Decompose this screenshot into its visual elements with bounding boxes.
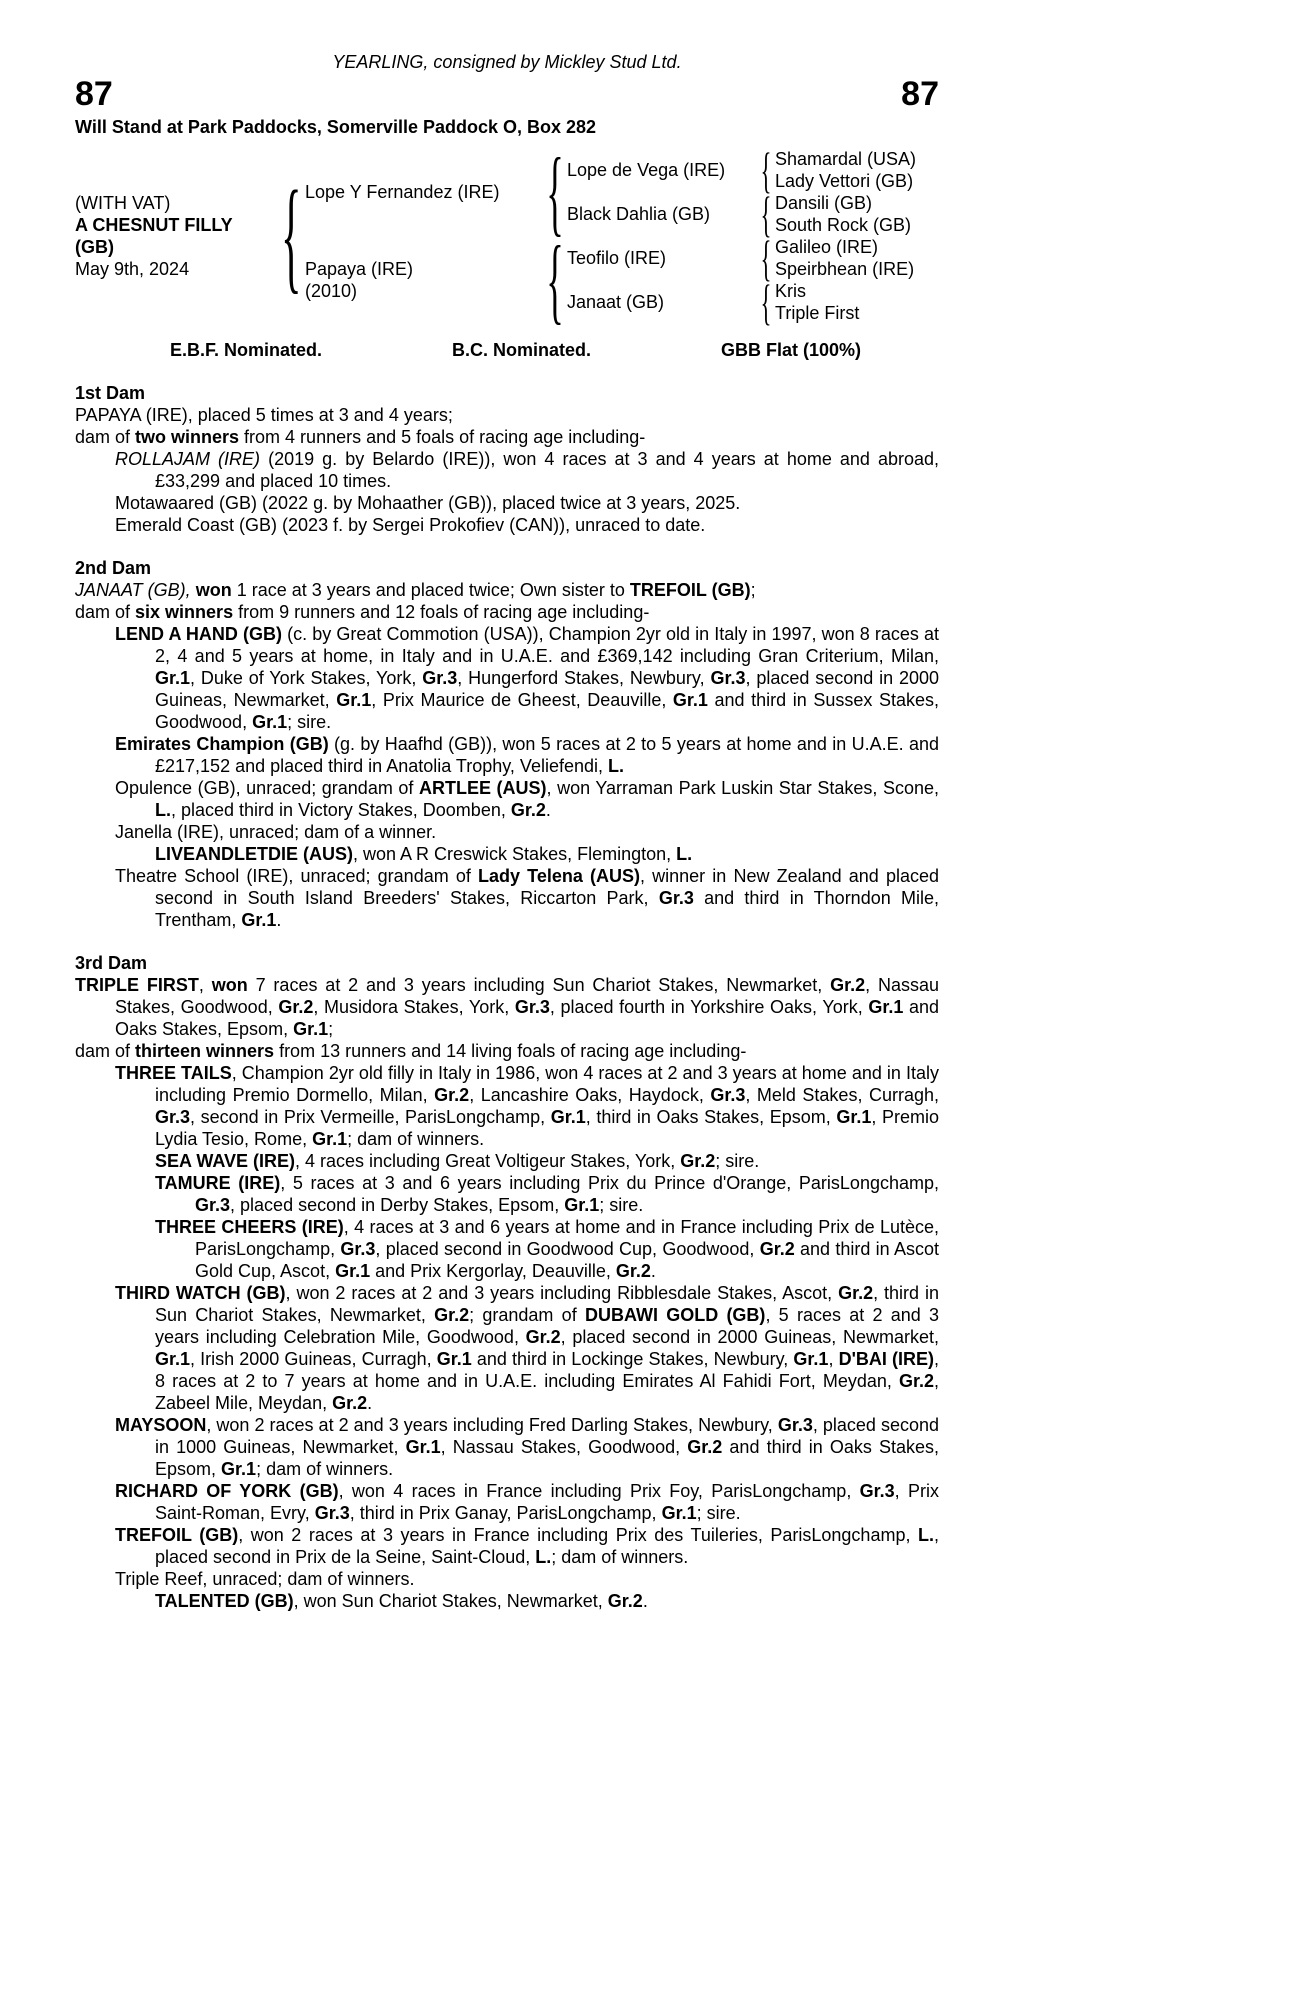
text-segment: L. <box>918 1525 934 1545</box>
text-segment: , Nassau Stakes, Goodwood, <box>115 975 939 1017</box>
section-heading: 2nd Dam <box>75 558 152 578</box>
text-segment: , Lancashire Oaks, Haydock, <box>469 1085 711 1105</box>
text-segment: ARTLEE (AUS) <box>418 778 547 798</box>
text-segment: Gr.2 <box>759 1239 795 1259</box>
ancestor-name: Dansili (GB) <box>775 193 873 213</box>
text-segment: , placed second in 2000 Guineas, Newmarket, <box>155 668 939 710</box>
text-segment: Gr.1 <box>836 1107 872 1127</box>
text-segment: Gr.1 <box>868 997 904 1017</box>
text-segment: Gr.1 <box>293 1019 329 1039</box>
brace-icon <box>277 166 305 306</box>
text-segment: thirteen winners <box>135 1041 275 1061</box>
text-segment: , Irish 2000 Guineas, Curragh, <box>190 1349 437 1369</box>
sire-parents <box>567 141 939 242</box>
text-segment: , placed fourth in Yorkshire Oaks, York, <box>549 997 869 1017</box>
pedigree-paragraph <box>75 601 939 623</box>
text-segment: Gr.3 <box>340 1239 376 1259</box>
text-segment: Gr.3 <box>155 1107 191 1127</box>
pedigree-paragraph <box>75 492 939 514</box>
ancestor-name: South Rock (GB) <box>775 215 912 235</box>
text-segment: ; sire. <box>696 1503 741 1523</box>
text-segment: , won Sun Chariot Stakes, Newmarket, <box>293 1591 608 1611</box>
pedigree-paragraph <box>75 1524 939 1568</box>
pedigree-paragraph <box>75 404 939 426</box>
text-segment: and Oaks Stakes, Epsom, <box>115 997 939 1039</box>
text-segment: ; dam of winners. <box>256 1459 394 1479</box>
brace-glyph: { <box>760 185 772 242</box>
brace-glyph: { <box>760 141 772 198</box>
pedigree-paragraph <box>75 623 939 733</box>
pedigree-paragraph <box>75 1282 939 1414</box>
pedigree-paragraph <box>75 1568 939 1590</box>
text-segment: Gr.1 <box>335 1261 371 1281</box>
text-segment: . <box>367 1393 373 1413</box>
text-segment: Gr.1 <box>336 690 372 710</box>
text-segment: dam of <box>75 1041 136 1061</box>
text-segment: SEA WAVE (IRE) <box>155 1151 296 1171</box>
text-segment: , second in Prix Vermeille, ParisLongchamp, <box>190 1107 551 1127</box>
text-segment: (2019 g. by Belardo (IRE)), won 4 races at 3 and 4 years at home and abroad, £33,299 and placed 10 times. <box>155 449 939 491</box>
pedigree-table <box>75 137 939 333</box>
text-segment: and third in Sussex Stakes, Goodwood, <box>155 690 939 732</box>
text-segment: , won 4 races in France including Prix Foy, ParisLongchamp, <box>338 1481 860 1501</box>
text-segment: TALENTED (GB) <box>155 1591 294 1611</box>
pedigree-paragraph <box>75 1040 939 1062</box>
ancestor-name: Triple First <box>775 303 860 323</box>
ancestor-name: Lady Vettori (GB) <box>775 171 914 191</box>
vat-note: (WITH VAT) <box>75 193 171 213</box>
sire-sire-parents <box>775 148 939 192</box>
text-segment: Gr.1 <box>405 1437 441 1457</box>
text-segment: , 5 races at 3 and 6 years including Prix du Prince d'Orange, ParisLongchamp, <box>280 1173 939 1193</box>
text-segment: ; <box>328 1019 334 1039</box>
text-segment: Gr.1 <box>155 668 191 688</box>
text-segment: Triple Reef, unraced; dam of winners. <box>115 1569 415 1589</box>
dam-sire-name: Teofilo (IRE) <box>567 248 667 268</box>
sire-dam-branch <box>567 185 939 242</box>
pedigree-paragraph <box>75 514 939 536</box>
pedigree-generations <box>305 137 939 333</box>
text-segment: THREE CHEERS (IRE) <box>155 1217 344 1237</box>
text-segment: from 4 runners and 5 foals of racing age including- <box>239 427 646 447</box>
text-segment: , third in Oaks Stakes, Epsom, <box>585 1107 837 1127</box>
lot-number-row <box>75 75 939 113</box>
text-segment: six winners <box>135 602 234 622</box>
text-segment: Gr.2 <box>278 997 314 1017</box>
text-segment: ROLLAJAM (IRE) <box>115 449 261 469</box>
text-segment: L. <box>155 800 171 820</box>
text-segment: Emerald Coast (GB) (2023 f. by Sergei Prokofiev (CAN)), unraced to date. <box>115 515 706 535</box>
dam-year: (2010) <box>305 281 358 301</box>
text-segment: Gr.3 <box>710 1085 746 1105</box>
text-segment: , placed second in Prix de la Seine, Saint-Cloud, <box>155 1525 940 1567</box>
text-segment: , won 2 races at 3 years in France including Prix des Tuileries, ParisLongchamp, <box>238 1525 918 1545</box>
text-segment: Gr.2 <box>332 1393 368 1413</box>
dam-dam-name: Janaat (GB) <box>567 292 665 312</box>
text-segment: , Premio Lydia Tesio, Rome, <box>155 1107 939 1149</box>
text-segment: , placed second in 2000 Guineas, Newmarket, <box>560 1327 939 1347</box>
pedigree-paragraph <box>75 777 939 821</box>
dam-sections <box>75 383 939 1612</box>
text-segment: LIVEANDLETDIE (AUS) <box>155 844 353 864</box>
text-segment: Gr.2 <box>525 1327 561 1347</box>
dam-name: Papaya (IRE) <box>305 259 414 279</box>
text-segment: , 5 races at 2 and 3 years including Celebration Mile, Goodwood, <box>155 1305 940 1347</box>
text-segment: . <box>545 800 551 820</box>
sire-name: Lope Y Fernandez (IRE) <box>305 182 500 202</box>
text-segment: , 4 races at 3 and 6 years at home and in France including Prix de Lutèce, ParisLongchamp, <box>195 1217 940 1259</box>
text-segment: and third in Oaks Stakes, Epsom, <box>155 1437 940 1479</box>
section-heading: 3rd Dam <box>75 953 148 973</box>
text-segment: , won Yarraman Park Luskin Star Stakes, Scone, <box>546 778 939 798</box>
text-segment: , placed third in Victory Stakes, Doomben, <box>171 800 511 820</box>
text-segment: , Musidora Stakes, York, <box>313 997 515 1017</box>
text-segment: Gr.3 <box>658 888 694 908</box>
pedigree-paragraph <box>75 1150 939 1172</box>
text-segment: 7 races at 2 and 3 years including Sun Chariot Stakes, Newmarket, <box>247 975 831 995</box>
pedigree-paragraph <box>75 1414 939 1480</box>
pedigree-paragraph <box>75 1172 939 1216</box>
text-segment: Theatre School (IRE), unraced; grandam of <box>115 866 479 886</box>
text-segment: THIRD WATCH (GB) <box>115 1283 286 1303</box>
page-header: YEARLING, consigned by Mickley Stud Ltd. <box>332 52 682 72</box>
text-segment: , <box>198 975 212 995</box>
text-segment: L. <box>676 844 693 864</box>
text-segment: , 4 races including Great Voltigeur Stakes, York, <box>295 1151 681 1171</box>
text-segment: Gr.1 <box>793 1349 829 1369</box>
text-segment: , <box>828 1349 839 1369</box>
lot-horse-block <box>75 192 277 280</box>
text-segment: , Nassau Stakes, Goodwood, <box>440 1437 688 1457</box>
pedigree-paragraph <box>75 1216 939 1282</box>
text-segment: Gr.2 <box>434 1305 470 1325</box>
text-segment: Gr.3 <box>777 1415 813 1435</box>
section-heading: 1st Dam <box>75 383 146 403</box>
text-segment: Gr.1 <box>252 712 288 732</box>
foaling-date: May 9th, 2024 <box>75 259 190 279</box>
text-segment: MAYSOON <box>115 1415 207 1435</box>
text-segment: Gr.1 <box>550 1107 586 1127</box>
text-segment: Gr.3 <box>422 668 458 688</box>
text-segment: , won A R Creswick Stakes, Flemington, <box>353 844 677 864</box>
sire-sire-branch <box>567 141 939 198</box>
dam-name-block <box>305 258 543 302</box>
text-segment: DUBAWI GOLD (GB) <box>584 1305 766 1325</box>
text-segment: . <box>642 1591 648 1611</box>
text-segment: dam of <box>75 427 136 447</box>
text-segment: from 9 runners and 12 foals of racing age including- <box>233 602 650 622</box>
text-segment: , Prix Saint-Roman, Evry, <box>155 1481 939 1523</box>
text-segment: and third in Lockinge Stakes, Newbury, <box>471 1349 794 1369</box>
ancestor-name: Speirbhean (IRE) <box>775 259 915 279</box>
pedigree-paragraph <box>75 1062 939 1150</box>
text-segment: Emirates Champion (GB) <box>115 734 329 754</box>
text-segment: , Zabeel Mile, Meydan, <box>155 1371 939 1413</box>
text-segment: and third in Ascot Gold Cup, Ascot, <box>195 1239 939 1281</box>
text-segment: Gr.2 <box>607 1591 643 1611</box>
text-segment: , winner in New Zealand and placed second in South Island Breeders' Stakes, Riccarton Park, <box>155 866 940 908</box>
text-segment: , won 2 races at 2 and 3 years including Ribblesdale Stakes, Ascot, <box>285 1283 839 1303</box>
text-segment: Gr.1 <box>221 1459 257 1479</box>
dam-sire-parents <box>775 236 939 280</box>
text-segment: Gr.1 <box>241 910 277 930</box>
horse-suffix: (GB) <box>75 237 114 257</box>
text-segment: , Meld Stakes, Curragh, <box>745 1085 939 1105</box>
ebf-nomination: E.B.F. Nominated. <box>170 340 323 360</box>
text-segment: won <box>195 580 232 600</box>
text-segment: Gr.2 <box>687 1437 723 1457</box>
lot-number-right: 87 <box>901 75 939 113</box>
text-segment: , 8 races at 2 to 7 years at home and in U.A.E. including Emirates Al Fahidi Fort, Meydan, <box>155 1349 939 1391</box>
text-segment: , placed second in 1000 Guineas, Newmarket, <box>155 1415 940 1457</box>
dam-dam-parents <box>775 280 939 324</box>
brace-glyph: { <box>546 137 564 245</box>
gbb-flat-note: GBB Flat (100%) <box>720 340 861 360</box>
text-segment: Gr.1 <box>672 690 708 710</box>
text-segment: won <box>211 975 248 995</box>
pedigree-paragraph <box>75 733 939 777</box>
sire-dam-parents <box>775 192 939 236</box>
brace-icon <box>543 225 567 333</box>
dam-parents <box>567 229 939 330</box>
text-segment: Gr.2 <box>510 800 546 820</box>
text-segment: Gr.1 <box>312 1129 348 1149</box>
brace-glyph: { <box>280 166 302 306</box>
text-segment: Gr.2 <box>838 1283 874 1303</box>
text-segment: . <box>276 910 282 930</box>
text-segment: ; dam of winners. <box>347 1129 485 1149</box>
text-segment: , placed second in Derby Stakes, Epsom, <box>230 1195 565 1215</box>
dam-sire-branch <box>567 229 939 286</box>
text-segment: Gr.3 <box>195 1195 231 1215</box>
text-segment: RICHARD OF YORK (GB) <box>115 1481 339 1501</box>
pedigree-paragraph <box>75 426 939 448</box>
text-segment: Lady Telena (AUS) <box>478 866 640 886</box>
text-segment: , Champion 2yr old filly in Italy in 1986, won 4 races at 2 and 3 years at home and in Italy including Premio Dormello, Milan, <box>155 1063 939 1105</box>
ancestor-name: Shamardal (USA) <box>775 149 917 169</box>
pedigree-paragraph <box>75 1590 939 1612</box>
text-segment: Gr.3 <box>314 1503 350 1523</box>
dam-dam-branch <box>567 273 939 330</box>
text-segment: ; sire. <box>287 712 332 732</box>
nominations-row <box>75 340 939 361</box>
sire-dam-name: Black Dahlia (GB) <box>567 204 711 224</box>
text-segment: and Prix Kergorlay, Deauville, <box>370 1261 616 1281</box>
text-segment: , placed second in Goodwood Cup, Goodwood, <box>375 1239 760 1259</box>
text-segment: (g. by Haafhd (GB)), won 5 races at 2 to 5 years at home and in U.A.E. and £217,152 and placed third in Anatolia Trophy, Veliefendi, <box>155 734 939 776</box>
pedigree-paragraph <box>75 843 939 865</box>
text-segment: ; sire. <box>715 1151 760 1171</box>
text-segment: TREFOIL (GB) <box>629 580 751 600</box>
text-segment: and third in Thorndon Mile, Trentham, <box>155 888 940 930</box>
text-segment: THREE TAILS <box>115 1063 232 1083</box>
text-segment: Gr.3 <box>710 668 746 688</box>
text-segment: (c. by Great Commotion (USA)), Champion 2yr old in Italy in 1997, won 8 races at 2, 4 and 5 years at home, in Italy and in U.A.E. and £369,142 including Gran Criterium, Milan, <box>155 624 939 666</box>
text-segment: 1 race at 3 years and placed twice; Own sister to <box>231 580 630 600</box>
bc-nomination: B.C. Nominated. <box>451 340 591 360</box>
sire-sire-name: Lope de Vega (IRE) <box>567 160 726 180</box>
text-segment: Gr.1 <box>155 1349 191 1369</box>
text-segment: , Hungerford Stakes, Newbury, <box>457 668 711 688</box>
sire-branch <box>305 137 939 245</box>
pedigree-paragraph <box>75 865 939 931</box>
horse-name: A CHESNUT FILLY <box>75 215 233 235</box>
text-segment: , Duke of York Stakes, York, <box>190 668 423 688</box>
text-segment: dam of <box>75 602 136 622</box>
stand-location-line: Will Stand at Park Paddocks, Somerville Paddock O, Box 282 <box>75 117 597 137</box>
text-segment: PAPAYA (IRE), placed 5 times at 3 and 4 years; <box>75 405 453 425</box>
text-segment: Gr.2 <box>898 1371 934 1391</box>
text-segment: Gr.2 <box>434 1085 470 1105</box>
brace-icon <box>757 273 775 330</box>
text-segment: , Prix Maurice de Gheest, Deauville, <box>371 690 673 710</box>
text-segment: , won 2 races at 2 and 3 years including Fred Darling Stakes, Newbury, <box>206 1415 778 1435</box>
text-segment: Gr.3 <box>514 997 550 1017</box>
text-segment: . <box>650 1261 656 1281</box>
text-segment: L. <box>535 1547 552 1567</box>
text-segment: , third in Sun Chariot Stakes, Newmarket, <box>155 1283 940 1325</box>
text-segment: TREFOIL (GB) <box>115 1525 239 1545</box>
text-segment: Gr.2 <box>615 1261 651 1281</box>
text-segment: two winners <box>135 427 240 447</box>
pedigree-paragraph <box>75 1480 939 1524</box>
text-segment: ; dam of winners. <box>551 1547 689 1567</box>
text-segment: ; sire. <box>599 1195 644 1215</box>
text-segment: TRIPLE FIRST <box>75 975 199 995</box>
text-segment: Opulence (GB), unraced; grandam of <box>115 778 419 798</box>
pedigree-paragraph <box>75 821 939 843</box>
text-segment: D'BAI (IRE) <box>838 1349 934 1369</box>
text-segment: from 13 runners and 14 living foals of racing age including- <box>274 1041 747 1061</box>
brace-glyph: { <box>760 273 772 330</box>
text-segment: Gr.1 <box>564 1195 600 1215</box>
text-segment: Gr.2 <box>680 1151 716 1171</box>
text-segment: ; grandam of <box>469 1305 585 1325</box>
brace-glyph: { <box>760 229 772 286</box>
text-segment: JANAAT (GB), <box>75 580 191 600</box>
pedigree-paragraph <box>75 579 939 601</box>
text-segment: ; <box>750 580 756 600</box>
brace-glyph: { <box>546 225 564 333</box>
pedigree-paragraph <box>75 974 939 1040</box>
text-segment: Gr.3 <box>859 1481 895 1501</box>
text-segment: Gr.1 <box>436 1349 472 1369</box>
text-segment: LEND A HAND (GB) <box>115 624 282 644</box>
text-segment: Janella (IRE), unraced; dam of a winner. <box>115 822 437 842</box>
text-segment: , third in Prix Ganay, ParisLongchamp, <box>349 1503 662 1523</box>
ancestor-name: Kris <box>775 281 806 301</box>
ancestor-name: Galileo (IRE) <box>775 237 879 257</box>
pedigree-paragraph <box>75 448 939 492</box>
lot-number-left: 87 <box>75 75 113 113</box>
text-segment: L. <box>608 756 624 776</box>
text-segment: TAMURE (IRE) <box>155 1173 281 1193</box>
text-segment: Motawaared (GB) (2022 g. by Mohaather (GB)), placed twice at 3 years, 2025. <box>115 493 741 513</box>
text-segment: Gr.1 <box>661 1503 697 1523</box>
text-segment: Gr.2 <box>830 975 866 995</box>
brace-icon <box>543 137 567 245</box>
